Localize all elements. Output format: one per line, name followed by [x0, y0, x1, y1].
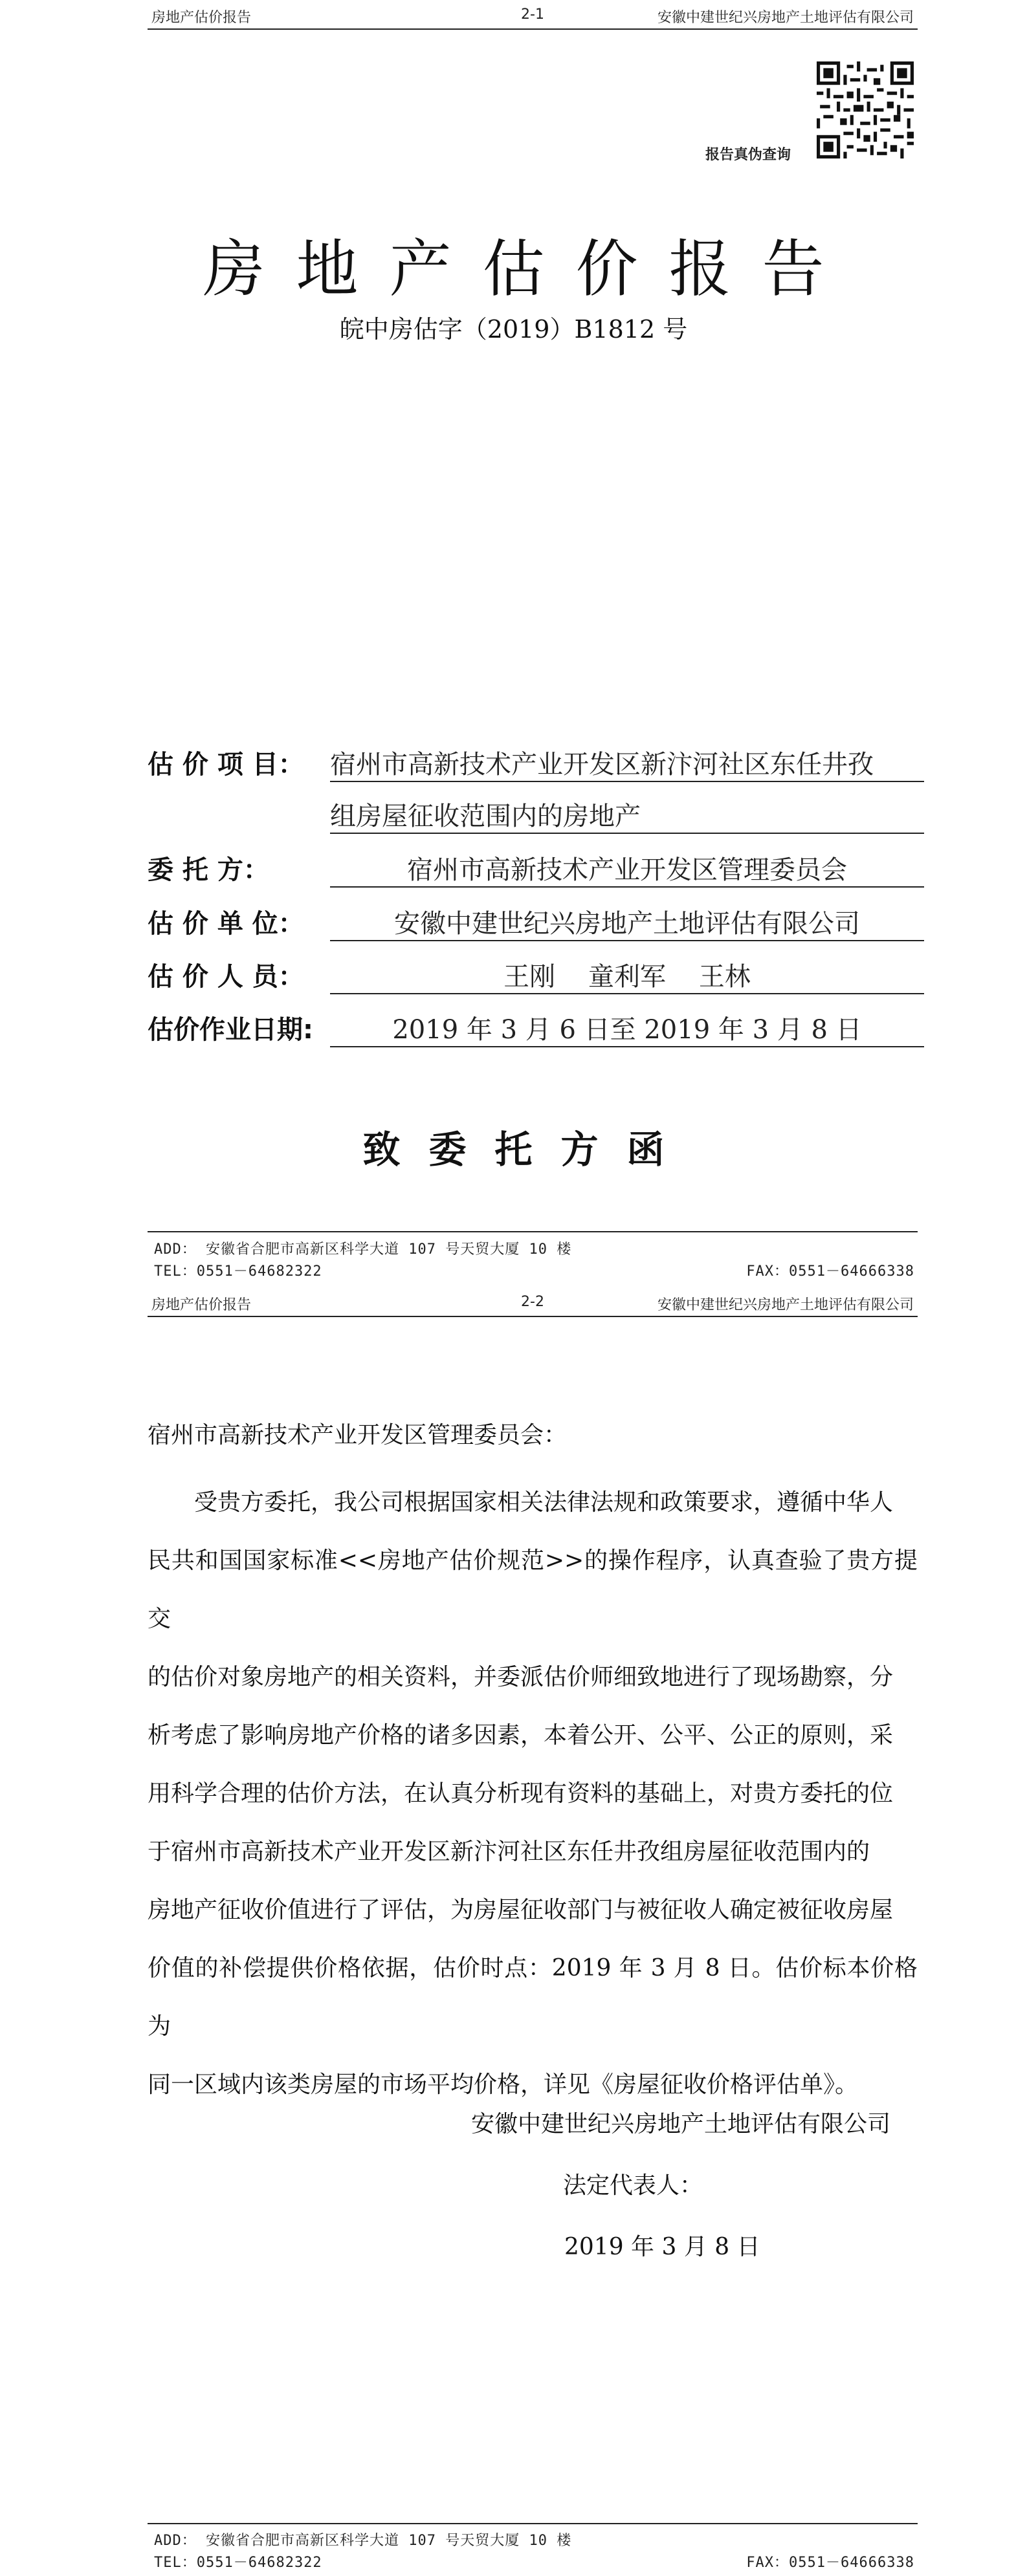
- body-line: 的估价对象房地产的相关资料，并委派估价师细致地进行了现场勘察，分: [148, 1664, 894, 1690]
- field-value-appraiser-org: 安徽中建世纪兴房地产土地评估有限公司: [330, 903, 924, 941]
- signature-legal-rep: 法定代表人：: [563, 2172, 703, 2199]
- signature-company: 安徽中建世纪兴房地产土地评估有限公司: [471, 2111, 891, 2137]
- field-value-project-line2: 组房屋征收范围内的房地产: [330, 796, 924, 834]
- body-line: 房地产征收价值进行了评估，为房屋征收部门与被征收人确定被征收房屋: [148, 1897, 894, 1923]
- body-line: 于宿州市高新技术产业开发区新汴河社区东任井孜组房屋征收范围内的: [148, 1839, 870, 1865]
- body-line: 民共和国国家标准<<房地产估价规范>>的操作程序，认真查验了贵方提交: [148, 1547, 918, 1632]
- field-label-work-date: 估价作业日期:: [148, 1015, 313, 1045]
- body-line: 价值的补偿提供价格依据，估价时点：2019 年 3 月 8 日。估价标本价格为: [148, 1955, 918, 2040]
- footer-tel: TEL：0551－64682322: [154, 2555, 322, 2571]
- body-line: 同一区域内该类房屋的市场平均价格，详见《房屋征收价格评估单》。: [148, 2071, 859, 2098]
- field-label-appraiser-org: 估 价 单 位：: [148, 909, 304, 939]
- body-line: 析考虑了影响房地产价格的诸多因素，本着公开、公平、公正的原则，采: [148, 1722, 894, 1749]
- header-left-text: 房地产估价报告: [151, 1297, 252, 1313]
- footer-fax: FAX：0551－64666338: [746, 2555, 914, 2571]
- footer-divider: [148, 1231, 918, 1232]
- field-value-client: 宿州市高新技术产业开发区管理委员会: [330, 849, 924, 888]
- letter-salutation: 宿州市高新技术产业开发区管理委员会：: [148, 1422, 568, 1448]
- letter-title: 致委托方函: [362, 1128, 693, 1172]
- report-title: 房地产估价报告: [203, 233, 856, 305]
- field-label-client: 委 托 方：: [148, 855, 269, 885]
- report-number: 皖中房估字（2019）B1812 号: [339, 315, 688, 344]
- header-left-text: 房地产估价报告: [151, 10, 252, 26]
- header-page-number: 2-1: [521, 6, 544, 23]
- footer-fax: FAX：0551－64666338: [746, 1263, 914, 1280]
- header-right-text: 安徽中建世纪兴房地产土地评估有限公司: [657, 1297, 914, 1313]
- header-page-number: 2-2: [521, 1294, 544, 1310]
- page1-header: [148, 0, 918, 30]
- footer-address: ADD： 安徽省合肥市高新区科学大道 107 号天贸大厦 10 楼: [154, 1241, 572, 1258]
- field-value-project-line1: 宿州市高新技术产业开发区新汴河社区东任井孜: [330, 744, 924, 782]
- field-value-appraisers: 王刚 童利军 王林: [330, 956, 924, 994]
- field-value-work-date: 2019 年 3 月 6 日至 2019 年 3 月 8 日: [330, 1009, 924, 1047]
- qr-code-icon: [817, 61, 914, 158]
- signature-date: 2019 年 3 月 8 日: [564, 2234, 760, 2260]
- footer-divider: [148, 2523, 918, 2524]
- page2-header: [148, 1287, 918, 1317]
- qr-caption: 报告真伪查询: [705, 147, 791, 163]
- footer-tel: TEL：0551－64682322: [154, 1263, 322, 1280]
- body-line: 受贵方委托，我公司根据国家相关法律法规和政策要求，遵循中华人: [148, 1489, 894, 1516]
- header-right-text: 安徽中建世纪兴房地产土地评估有限公司: [657, 10, 914, 26]
- field-label-appraisers: 估 价 人 员：: [148, 962, 304, 992]
- body-line: 用科学合理的估价方法，在认真分析现有资料的基础上，对贵方委托的位: [148, 1780, 894, 1807]
- field-label-project: 估 价 项 目：: [148, 750, 304, 780]
- letter-body: [148, 1474, 918, 2114]
- footer-address: ADD： 安徽省合肥市高新区科学大道 107 号天贸大厦 10 楼: [154, 2533, 572, 2549]
